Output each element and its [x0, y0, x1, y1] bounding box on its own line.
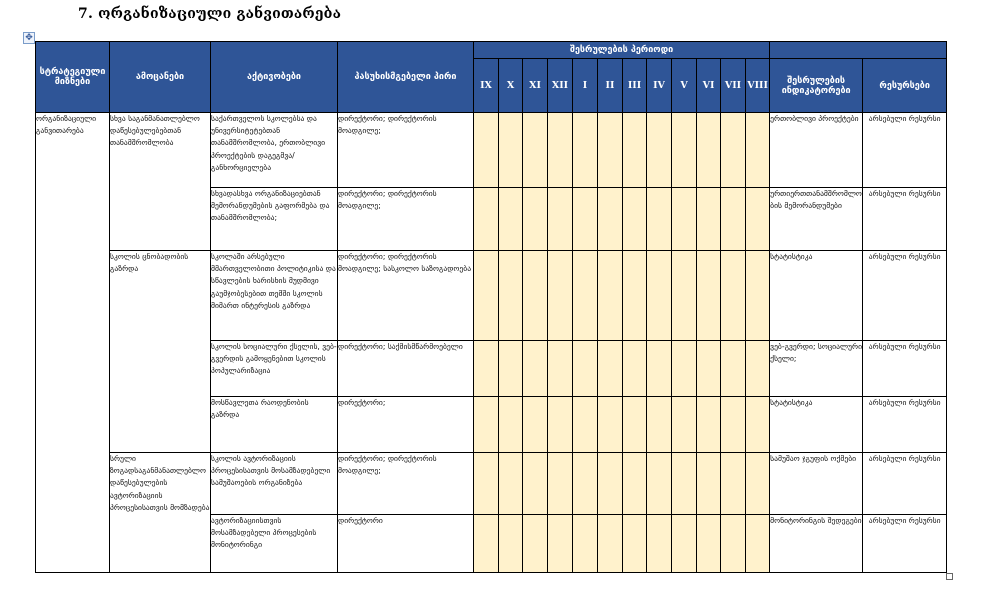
header-activities: აქტივობები	[211, 42, 338, 113]
month-cell[interactable]	[548, 515, 573, 573]
month-cell[interactable]	[647, 515, 672, 573]
month-cell[interactable]	[697, 188, 721, 251]
month-cell[interactable]	[548, 341, 573, 397]
month-cell[interactable]	[746, 113, 770, 188]
header-month: IV	[647, 59, 672, 113]
month-cell[interactable]	[721, 397, 746, 453]
activity-cell: სკოლის ავტორიზაციის პროცესისათვის მოსამზადებელი სამუშაოების ორგანიზება	[211, 453, 338, 515]
header-month: VI	[697, 59, 721, 113]
month-cell[interactable]	[746, 188, 770, 251]
month-cell[interactable]	[598, 341, 623, 397]
month-cell[interactable]	[548, 397, 573, 453]
month-cell[interactable]	[697, 251, 721, 341]
month-cell[interactable]	[672, 453, 697, 515]
responsible-cell: დირექტორი	[338, 515, 474, 573]
month-cell[interactable]	[746, 515, 770, 573]
month-cell[interactable]	[573, 397, 598, 453]
header-month: II	[598, 59, 623, 113]
month-cell[interactable]	[548, 113, 573, 188]
month-cell[interactable]	[721, 453, 746, 515]
month-cell[interactable]	[721, 188, 746, 251]
resource-cell: არსებული რესურსი	[863, 251, 947, 341]
month-cell[interactable]	[598, 515, 623, 573]
indicator-cell: სამუშაო ჯგუფის ოქმები	[770, 453, 863, 515]
month-cell[interactable]	[573, 188, 598, 251]
month-cell[interactable]	[672, 188, 697, 251]
month-cell[interactable]	[523, 453, 548, 515]
resource-cell: არსებული რესურსი	[863, 453, 947, 515]
month-cell[interactable]	[623, 251, 647, 341]
month-cell[interactable]	[523, 251, 548, 341]
month-cell[interactable]	[474, 515, 499, 573]
header-responsible: პასუხისმგებელი პირი	[338, 42, 474, 113]
indicator-cell: ვებ-გვერდი; სოციალური ქსელი;	[770, 341, 863, 397]
header-month: XII	[548, 59, 573, 113]
header-goals: სტრატეგიული მიზნები	[36, 42, 110, 113]
month-cell[interactable]	[623, 397, 647, 453]
month-cell[interactable]	[697, 397, 721, 453]
section-title: 7. ორგანიზაციული განვითარება	[78, 6, 342, 22]
month-cell[interactable]	[499, 188, 523, 251]
header-resources: რესურსები	[863, 59, 947, 113]
month-cell[interactable]	[598, 188, 623, 251]
activity-cell: სხვადასხვა ორგანიზაციებთან მემორანდუმების გაფორმება და თანამშრომლობა;	[211, 188, 338, 251]
month-cell[interactable]	[523, 515, 548, 573]
month-cell[interactable]	[499, 341, 523, 397]
month-cell[interactable]	[598, 453, 623, 515]
header-tasks: ამოცანები	[110, 42, 211, 113]
month-cell[interactable]	[746, 453, 770, 515]
resource-cell: არსებული რესურსი	[863, 515, 947, 573]
month-cell[interactable]	[672, 341, 697, 397]
month-cell[interactable]	[647, 113, 672, 188]
indicator-cell: სტატისტიკა	[770, 251, 863, 341]
month-cell[interactable]	[623, 341, 647, 397]
month-cell[interactable]	[623, 113, 647, 188]
month-cell[interactable]	[721, 251, 746, 341]
activity-cell: სკოლაში არსებული მმართველობითი პოლიტიკისა და სწავლების ხარისხის მუდმივი გაუმჯობესებით თემში სკოლის მიმართ ინტერესის გაზრდა	[211, 251, 338, 341]
month-cell[interactable]	[474, 453, 499, 515]
header-month: I	[573, 59, 598, 113]
action-plan-table	[35, 41, 947, 573]
month-cell[interactable]	[573, 113, 598, 188]
month-cell[interactable]	[548, 251, 573, 341]
month-cell[interactable]	[746, 397, 770, 453]
header-month: VIII	[746, 59, 770, 113]
resource-cell: არსებული რესურსი	[863, 397, 947, 453]
responsible-cell: დირექტორი; დირექტორის მოადგილე;	[338, 188, 474, 251]
task-cell: სკოლის ცნობადობის გაზრდა	[110, 251, 211, 453]
month-cell[interactable]	[573, 251, 598, 341]
header-month: X	[499, 59, 523, 113]
month-cell[interactable]	[499, 397, 523, 453]
month-cell[interactable]	[474, 341, 499, 397]
month-cell[interactable]	[474, 188, 499, 251]
month-cell[interactable]	[746, 251, 770, 341]
responsible-cell: დირექტორი; საქმისმწარმოებელი	[338, 341, 474, 397]
month-cell[interactable]	[647, 251, 672, 341]
month-cell[interactable]	[499, 515, 523, 573]
month-cell[interactable]	[474, 251, 499, 341]
resource-cell: არსებული რესურსი	[863, 341, 947, 397]
responsible-cell: დირექტორი; დირექტორის მოადგილე; სასკოლო საზოგადოება	[338, 251, 474, 341]
table-resize-handle-icon[interactable]	[946, 573, 953, 580]
header-month: V	[672, 59, 697, 113]
month-cell[interactable]	[573, 515, 598, 573]
table-row	[36, 251, 947, 341]
month-cell[interactable]	[647, 453, 672, 515]
month-cell[interactable]	[697, 113, 721, 188]
month-cell[interactable]	[598, 113, 623, 188]
header-month: IX	[474, 59, 499, 113]
month-cell[interactable]	[672, 251, 697, 341]
month-cell[interactable]	[598, 251, 623, 341]
table-row	[36, 453, 947, 515]
month-cell[interactable]	[623, 515, 647, 573]
month-cell[interactable]	[623, 453, 647, 515]
responsible-cell: დირექტორი; დირექტორის მოადგილე;	[338, 113, 474, 188]
responsible-cell: დირექტორი;	[338, 397, 474, 453]
task-cell: სრული ზოგადსაგანმანათლებლო დაწესებულების ავტორიზაციის პროცესისათვის მომზადება	[110, 453, 211, 573]
month-cell[interactable]	[573, 341, 598, 397]
month-cell[interactable]	[573, 453, 598, 515]
indicator-cell: ერთობლივი პროექტები	[770, 113, 863, 188]
month-cell[interactable]	[548, 188, 573, 251]
task-cell: სხვა საგანმანათლებლო დაწესებულებებთან თანამშრომლობა	[110, 113, 211, 251]
header-indicators: შესრულების ინდიკატორები	[770, 59, 863, 113]
month-cell[interactable]	[721, 113, 746, 188]
month-cell[interactable]	[548, 453, 573, 515]
month-cell[interactable]	[598, 397, 623, 453]
header-month: XI	[523, 59, 548, 113]
month-cell[interactable]	[672, 113, 697, 188]
month-cell[interactable]	[523, 397, 548, 453]
month-cell[interactable]	[697, 453, 721, 515]
activity-cell: მოსწავლეთა რაოდენობის გაზრდა	[211, 397, 338, 453]
responsible-cell: დირექტორი; დირექტორის მოადგილე;	[338, 453, 474, 515]
month-cell[interactable]	[499, 251, 523, 341]
activity-cell: სკოლის სოციალური ქსელის, ვებ-გვერდის გამოყენებით სკოლის პოპულარიზაცია	[211, 341, 338, 397]
month-cell[interactable]	[523, 113, 548, 188]
activity-cell: ავტორიზაციისთვის მოსამზადებელი პროცესების მონიტორინგი	[211, 515, 338, 573]
month-cell[interactable]	[672, 397, 697, 453]
header-month: III	[623, 59, 647, 113]
header-month: VII	[721, 59, 746, 113]
indicator-cell: მონიტორინგის შედეგები	[770, 515, 863, 573]
month-cell[interactable]	[523, 188, 548, 251]
month-cell[interactable]	[474, 113, 499, 188]
activity-cell: საქართველოს სკოლებსა და უნივერსიტეტებთან თანამშრომლობა, ერთობლივი პროექტების დაგეგმვა/ განხორციელება	[211, 113, 338, 188]
month-cell[interactable]	[672, 515, 697, 573]
month-cell[interactable]	[623, 188, 647, 251]
indicator-cell: ურთიერთთანამშრომლობის მემორანდუმები	[770, 188, 863, 251]
month-cell[interactable]	[697, 341, 721, 397]
indicator-cell: სტატისტიკა	[770, 397, 863, 453]
month-cell[interactable]	[721, 341, 746, 397]
header-blank	[770, 42, 947, 59]
month-cell[interactable]	[746, 341, 770, 397]
month-cell[interactable]	[647, 397, 672, 453]
month-cell[interactable]	[523, 341, 548, 397]
month-cell[interactable]	[499, 453, 523, 515]
table-row	[36, 113, 947, 188]
resource-cell: არსებული რესურსი	[863, 113, 947, 188]
header-period: შესრულების პერიოდი	[474, 42, 770, 59]
month-cell[interactable]	[647, 188, 672, 251]
month-cell[interactable]	[474, 397, 499, 453]
month-cell[interactable]	[721, 515, 746, 573]
month-cell[interactable]	[647, 341, 672, 397]
month-cell[interactable]	[499, 113, 523, 188]
goal-cell: ორგანიზაციული განვითარება	[36, 113, 110, 573]
table-move-handle-icon[interactable]: ✥	[23, 32, 35, 44]
month-cell[interactable]	[697, 515, 721, 573]
resource-cell: არსებული რესურსი	[863, 188, 947, 251]
